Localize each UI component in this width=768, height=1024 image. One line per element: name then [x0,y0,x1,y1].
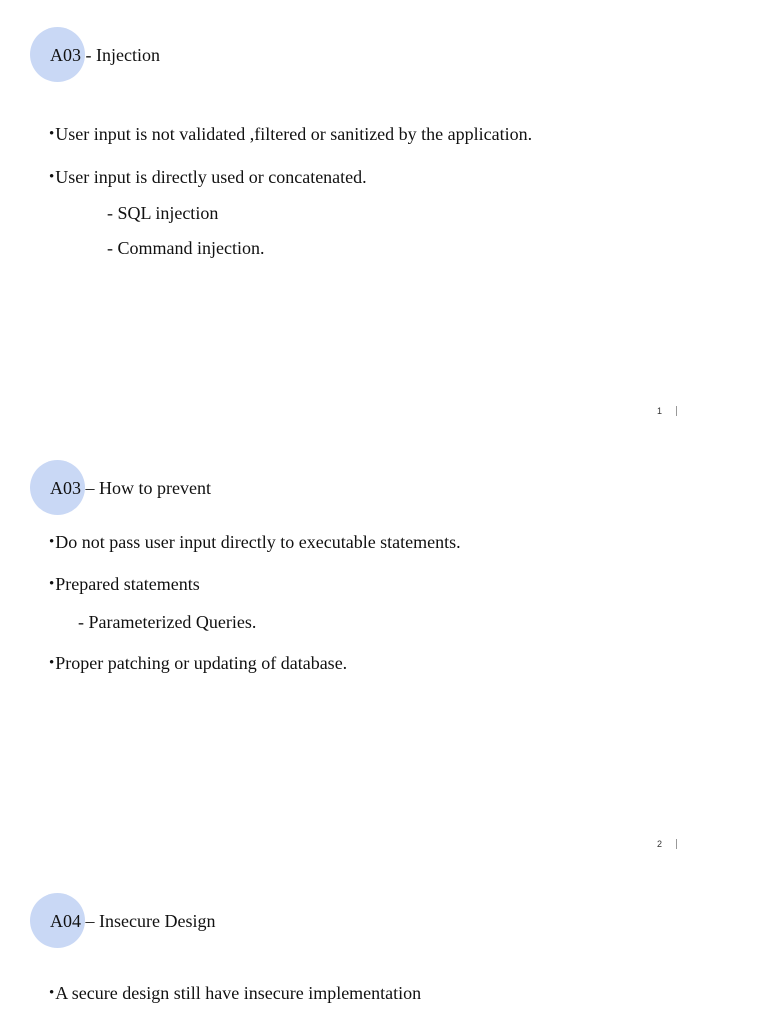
title-code: A03 [50,478,81,498]
bullet-icon: • [49,534,55,550]
bullet-text: User input is directly used or concatenated. [55,167,367,187]
bullet-icon: • [49,576,55,592]
bullet-text: Proper patching or updating of database. [55,653,348,673]
slide-title [50,477,211,499]
page-divider [676,406,677,416]
list-item [49,982,421,1006]
title-text: – Insecure Design [81,911,216,931]
bullet-text: User input is not validated ,filtered or sanitized by the application. [55,124,533,144]
page-number: 2 [657,839,663,849]
sub-item: - SQL injection [107,203,219,223]
page-divider [676,839,677,849]
list-item [49,652,347,676]
bullet-icon: • [49,126,55,142]
list-item [49,573,200,597]
bullet-icon: • [49,169,55,185]
page-number: 1 [657,406,663,416]
list-item [49,166,367,190]
slide-1 [0,0,768,433]
title-text: - Injection [81,45,160,65]
bullet-icon: • [49,655,55,671]
slide-title [50,910,215,932]
slide-2 [0,433,768,866]
bullet-text: Prepared statements [55,574,200,594]
bullet-text: Do not pass user input directly to executable statements. [55,532,461,552]
title-code: A04 [50,911,81,931]
slide-3 [0,866,768,1024]
bullet-icon: • [49,985,55,1001]
sub-item: - Parameterized Queries. [78,612,257,632]
title-code: A03 [50,45,81,65]
list-item [49,123,532,147]
sub-item: - Command injection. [107,238,265,258]
slide-title [50,44,160,66]
bullet-text: A secure design still have insecure implementation [55,983,422,1003]
list-item [49,531,461,555]
title-text: – How to prevent [81,478,211,498]
